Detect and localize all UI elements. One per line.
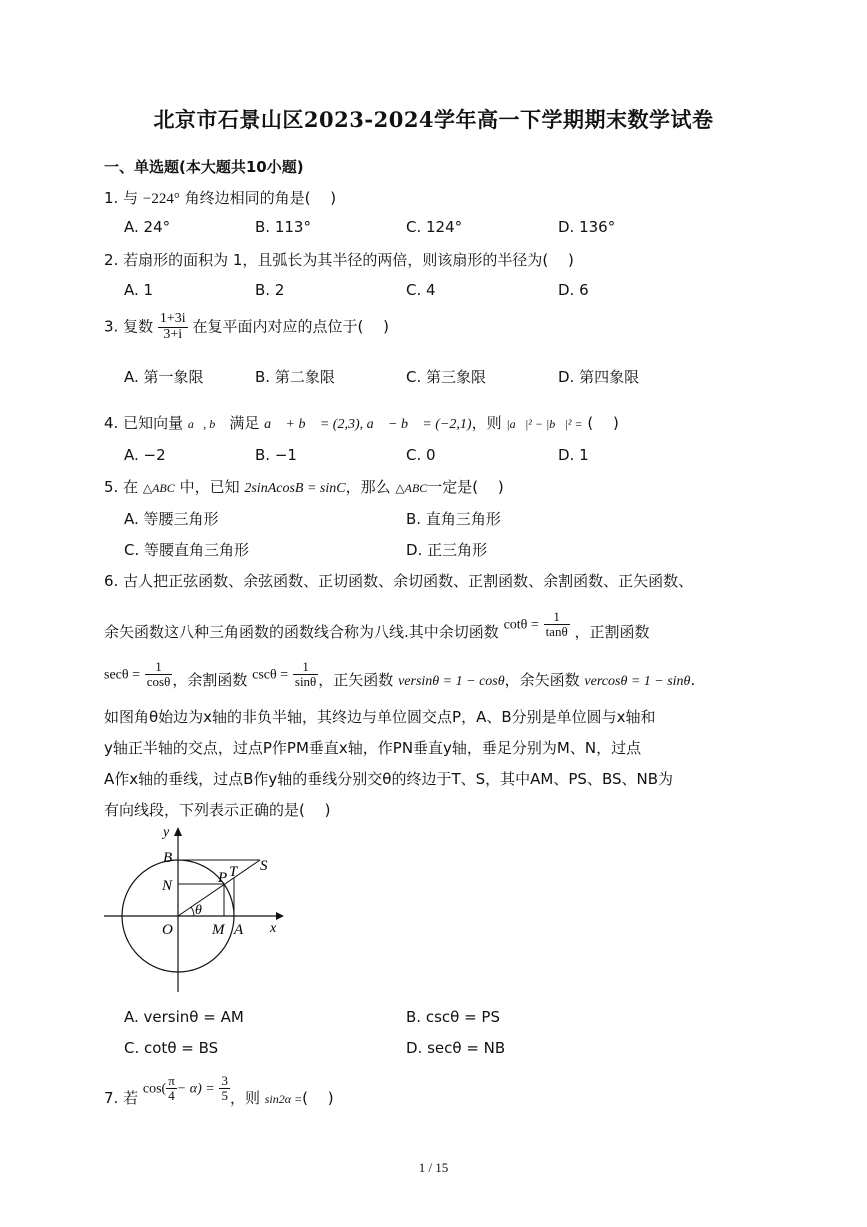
q6-period: . <box>690 670 696 689</box>
q6-sec-den: cosθ <box>146 673 171 689</box>
q4-option-b: B. −1 <box>255 446 297 464</box>
q5-triangle-1: △ABC <box>142 481 175 495</box>
question-4-stem <box>104 412 619 433</box>
q6-option-c: C. cotθ = BS <box>124 1039 219 1057</box>
q5-triangle-2: △ABC <box>395 481 428 495</box>
q3-stem-suffix: 在复平面内对应的点位于( ) <box>192 317 389 336</box>
q5-stem-prefix: 5. 在 <box>104 478 139 496</box>
question-6-line-3 <box>104 660 695 688</box>
q7-pi-num: π <box>168 1073 175 1088</box>
q6-sec-fraction <box>145 660 173 688</box>
q5-stem-suffix: 一定是( ) <box>427 478 504 496</box>
q7-pi-fraction <box>166 1074 177 1102</box>
q2-option-a: A. 1 <box>124 281 154 299</box>
q6-cot-den: tanθ <box>545 623 568 639</box>
question-7-stem <box>104 1073 334 1107</box>
q6-csc-lhs: cscθ = <box>252 667 289 683</box>
q7-value-fraction <box>219 1074 230 1102</box>
q7-val-num: 3 <box>221 1073 228 1088</box>
q3-option-b: B. 第二象限 <box>255 368 335 386</box>
q2-option-d: D. 6 <box>558 281 589 299</box>
q3-stem-prefix: 3. 复数 <box>104 317 154 336</box>
q6-versin-formula: versinθ = 1 − cosθ <box>398 673 505 689</box>
question-6-line-1: 6. 古人把正弦函数、余弦函数、正切函数、余切函数、正割函数、余割函数、正矢函数、 <box>104 572 694 590</box>
q4-expression: |a⃗|² − |b⃗|² = <box>506 417 583 431</box>
q6-vercos-text: ，余矢函数 <box>504 670 580 689</box>
label-m: M <box>212 922 225 938</box>
q1-option-c: C. 124° <box>406 218 463 236</box>
q3-option-c: C. 第三象限 <box>406 368 487 386</box>
q6-vercos-formula: vercosθ = 1 − sinθ <box>584 673 691 689</box>
q3-numerator: 1+3i <box>159 311 186 326</box>
q4-then: ，则 <box>471 414 502 432</box>
q7-cos-prefix: cos( <box>142 1081 167 1097</box>
q4-option-a: A. −2 <box>124 446 166 464</box>
q4-stem-mid: 满足 <box>229 414 260 432</box>
label-theta: θ <box>195 903 202 918</box>
q5-option-c: C. 等腰直角三角形 <box>124 541 250 559</box>
q6-versin-text: ，正矢函数 <box>318 670 394 689</box>
terminal-side <box>178 860 260 916</box>
label-a: A <box>234 922 244 938</box>
q1-option-b: B. 113° <box>255 218 311 236</box>
q3-denominator: 3+i <box>163 326 183 342</box>
q3-option-d: D. 第四象限 <box>558 368 640 386</box>
q6-csc-den: sinθ <box>294 673 317 689</box>
question-5-stem <box>104 476 504 497</box>
label-p: P <box>218 870 228 886</box>
q6-cot-fraction <box>544 610 570 638</box>
theta-arc <box>191 907 194 916</box>
q1-option-a: A. 24° <box>124 218 171 236</box>
q6-option-b: B. cscθ = PS <box>406 1008 500 1026</box>
q7-cos-suffix: − α) = <box>176 1081 215 1097</box>
q1-angle: −224° <box>142 191 180 207</box>
q5-stem-mid-1: 中，已知 <box>179 478 240 496</box>
q6-csc-num: 1 <box>293 660 318 675</box>
q7-pi-den: 4 <box>168 1087 175 1103</box>
q6-cot-num: 1 <box>544 610 570 625</box>
q7-stem-suffix: ( ) <box>302 1088 334 1107</box>
label-n: N <box>162 878 173 894</box>
q6-line2-text: 余矢函数这八种三角函数的函数线合称为八线.其中余切函数 <box>104 622 499 641</box>
q1-stem-prefix: 1. 与 <box>104 189 139 207</box>
label-o: O <box>162 922 173 938</box>
q6-line2-suffix: ，正割函数 <box>574 622 650 641</box>
x-axis-arrow <box>276 912 284 920</box>
q5-option-a: A. 等腰三角形 <box>124 510 219 528</box>
q3-option-a: A. 第一象限 <box>124 368 204 386</box>
question-6-line-6: A作x轴的垂线，过点B作y轴的垂线分别交θ的终边于T、S，其中AM、PS、BS、NB为 <box>104 770 673 788</box>
label-y: y <box>163 825 170 840</box>
label-x: x <box>270 921 277 936</box>
q4-stem-suffix: ( ) <box>587 414 619 432</box>
label-b: B <box>163 850 173 866</box>
q4-stem-prefix: 4. 已知向量 <box>104 414 184 432</box>
question-6-line-5: y轴正半轴的交点，过点P作PM垂直x轴，作PN垂直y轴，垂足分别为M、N，过点 <box>104 739 642 757</box>
question-2-stem: 2. 若扇形的面积为 1，且弧长为其半径的两倍，则该扇形的半径为( ) <box>104 251 574 269</box>
q5-condition: 2sinAcosB = sinC <box>244 481 346 496</box>
q1-stem-suffix: 角终边相同的角是( ) <box>184 189 337 207</box>
section-heading: 一、单选题(本大题共10小题) <box>104 158 304 176</box>
question-6-line-7: 有向线段，下列表示正确的是( ) <box>104 801 331 819</box>
question-3-stem <box>104 312 389 342</box>
q7-expression: sin2α = <box>264 1091 303 1106</box>
unit-circle-figure <box>100 822 290 1002</box>
q3-fraction <box>158 312 188 342</box>
q6-csc-text: ，余割函数 <box>172 670 248 689</box>
q4-condition: a⃗ + b⃗ = (2,3), a⃗ − b⃗ = (−2,1) <box>264 417 472 432</box>
q6-sec-num: 1 <box>145 660 173 675</box>
q4-vectors: a⃗, b⃗ <box>187 417 225 431</box>
q6-option-a: A. versinθ = AM <box>124 1008 244 1026</box>
q5-option-b: B. 直角三角形 <box>406 510 501 528</box>
q6-csc-fraction <box>293 660 318 688</box>
q7-then: ，则 <box>229 1088 260 1107</box>
y-axis-arrow <box>174 827 182 836</box>
q5-stem-mid-2: ，那么 <box>345 478 391 496</box>
q2-option-c: C. 4 <box>406 281 436 299</box>
q1-option-d: D. 136° <box>558 218 616 236</box>
q6-sec-lhs: secθ = <box>104 667 140 683</box>
q6-cot-lhs: cotθ = <box>503 617 539 633</box>
q6-option-d: D. secθ = NB <box>406 1039 506 1057</box>
q4-option-c: C. 0 <box>406 446 436 464</box>
question-1-stem <box>104 187 336 208</box>
page-number: 1 / 15 <box>418 1160 449 1175</box>
question-6-line-4: 如图角θ始边为x轴的非负半轴，其终边与单位圆交点P，A、B分别是单位圆与x轴和 <box>104 708 656 726</box>
page-title: 北京市石景山区2023-2024学年高一下学期期末数学试卷 <box>153 107 714 132</box>
q4-option-d: D. 1 <box>558 446 589 464</box>
q7-val-den: 5 <box>221 1087 228 1103</box>
q5-option-d: D. 正三角形 <box>406 541 488 559</box>
question-6-line-2 <box>104 609 650 641</box>
q7-stem-prefix: 7. 若 <box>104 1088 139 1107</box>
label-t: T <box>229 864 238 880</box>
q2-option-b: B. 2 <box>255 281 285 299</box>
label-s: S <box>260 858 268 874</box>
